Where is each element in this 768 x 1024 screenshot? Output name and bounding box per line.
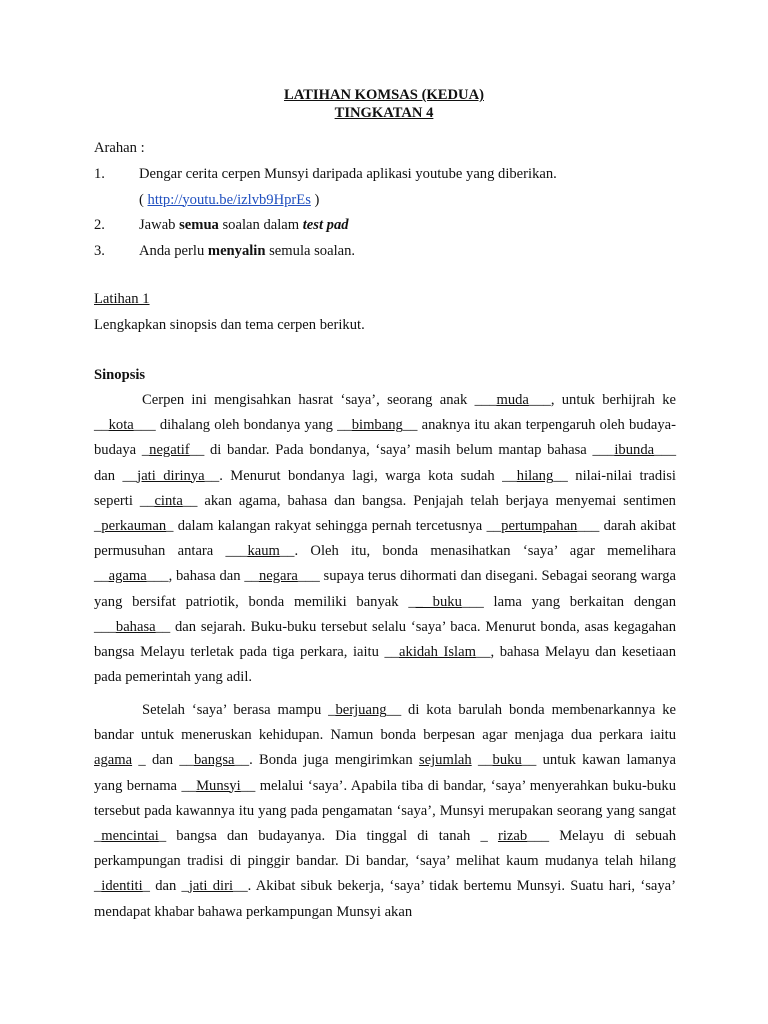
answer-blank: jati diri (188, 878, 234, 895)
title-line-2: TINGKATAN 4 (334, 105, 434, 121)
answer-blank: bimbang (351, 417, 403, 434)
item-number: 2. (94, 217, 105, 233)
answer-blank: ibunda (614, 442, 655, 459)
answer-blank: bahasa (115, 618, 156, 635)
answer-blank: mencintai (101, 828, 159, 845)
answer-blank: cinta (154, 492, 183, 509)
answer-blank: _ buku (415, 593, 462, 610)
answer-blank: rizab (497, 828, 528, 845)
answer-blank: buku (492, 752, 522, 769)
answer-blank: agama (108, 568, 147, 585)
item-text: Anda perlu menyalin semula soalan. (139, 242, 356, 259)
link-prefix: ( (139, 191, 148, 208)
item-number: 1. (94, 166, 105, 182)
instructions-heading: Arahan : (94, 140, 145, 156)
instructions-list (94, 162, 694, 264)
answer-blank: identiti (101, 878, 143, 895)
answer-blank: bangsa (193, 752, 235, 769)
answer-blank: pertumpahan (501, 518, 578, 535)
answer-blank: negara (258, 568, 298, 585)
instruction-item-1 (94, 162, 694, 188)
answer-blank: perkauman (101, 518, 167, 535)
answer-blank: negatif (149, 442, 190, 459)
item-text: Dengar cerita cerpen Munsyi daripada aplikasi youtube yang diberikan. (139, 166, 557, 182)
instruction-item-3 (94, 239, 694, 265)
item-number: 3. (94, 242, 105, 259)
answer-blank: agama (94, 752, 133, 769)
answer-blank: sejumlah (418, 752, 472, 769)
answer-blank: akidah Islam (399, 644, 476, 661)
link-suffix: ) (310, 191, 320, 208)
answer-blank: berjuang (335, 702, 387, 718)
answer-blank: kota (108, 417, 134, 434)
exercise-instruction: Lengkapkan sinopsis dan tema cerpen berikut. (94, 317, 365, 333)
youtube-link[interactable]: http://youtu.be/izlvb9HprEs (147, 191, 311, 208)
instruction-link-row (94, 188, 694, 214)
document-title (0, 86, 768, 122)
synopsis-paragraph-2: Setelah ‘saya’ berasa mampu _berjuang__ di kota barulah bonda membenarkannya ke bandar untuk meneruskan kehidupan. Namun bonda berpesan agar menjaga dua perkara iaitu agama _ dan __bangsa__. Bonda juga mengirimkan sejumlah __buku__ untuk kawan lamanya yang bernama __Munsyi__ melalui ‘saya’. Apabila tiba di bandar, ‘saya’ menyerahkan buku-buku tersebut pada kawannya itu yang pada pengamatan ‘saya’, Munsyi merupakan seorang yang sangat _mencintai_ bangsa dan budayanya. Dia tinggal di tanah _ rizab___ Melayu di sebuah perkampungan tradisi di pinggir bandar. Di bandar, ‘saya’ melihat kaum mudanya telah hilang _identiti_ dan _jati diri__. Akibat sibuk bekerja, ‘saya’ tidak bertemu Munsyi. Suatu hari, ‘saya’ mendapat khabar bahawa perkampungan Munsyi akan (94, 702, 676, 920)
answer-blank: kaum (247, 543, 280, 560)
exercise-title: Latihan 1 (94, 291, 150, 307)
answer-blank: jati dirinya (137, 467, 205, 484)
synopsis-paragraph-1: Cerpen ini mengisahkan hasrat ‘saya’, seorang anak ___muda___, untuk berhijrah ke __kota___ dihalang oleh bondanya yang __bimbang__ anaknya itu akan terpengaruh oleh budaya-budaya _negatif__ di bandar. Pada bondanya, ‘saya’ masih belum mantap bahasa ___ibunda___ dan __jati dirinya__. Menurut bondanya lagi, warga kota sudah __hilang__ nilai-nilai tradisi seperti __cinta__ akan agama, bahasa dan bangsa. Penjajah telah berjaya menyemai sentimen _perkauman_ dalam kalangan rakyat sehingga pernah tercetusnya __pertumpahan___ darah akibat permusuhan antara ___kaum__. Oleh itu, bonda menasihatkan ‘saya’ agar memelihara __agama___, bahasa dan __negara___ supaya terus dihormati dan disegani. Sebagai seorang warga yang bersifat patriotik, bonda memiliki banyak __ buku___ lama yang berkaitan dengan ___bahasa__ dan sejarah. Buku-buku tersebut selalu ‘saya’ baca. Menurut bonda, asas kegagahan bangsa Melayu terletak pada tiga perkara, iaitu __akidah Islam__, bahasa Melayu dan kesetiaan pada pemerintah yang adil. (94, 392, 676, 686)
answer-blank: muda (496, 392, 529, 408)
answer-blank: Munsyi (196, 777, 241, 794)
item-text: Jawab semua soalan dalam test pad (139, 217, 349, 233)
title-line-1: LATIHAN KOMSAS (KEDUA) (283, 87, 484, 103)
section-heading: Sinopsis (94, 367, 146, 383)
answer-blank: hilang (516, 467, 554, 484)
instruction-item-2 (94, 213, 694, 239)
